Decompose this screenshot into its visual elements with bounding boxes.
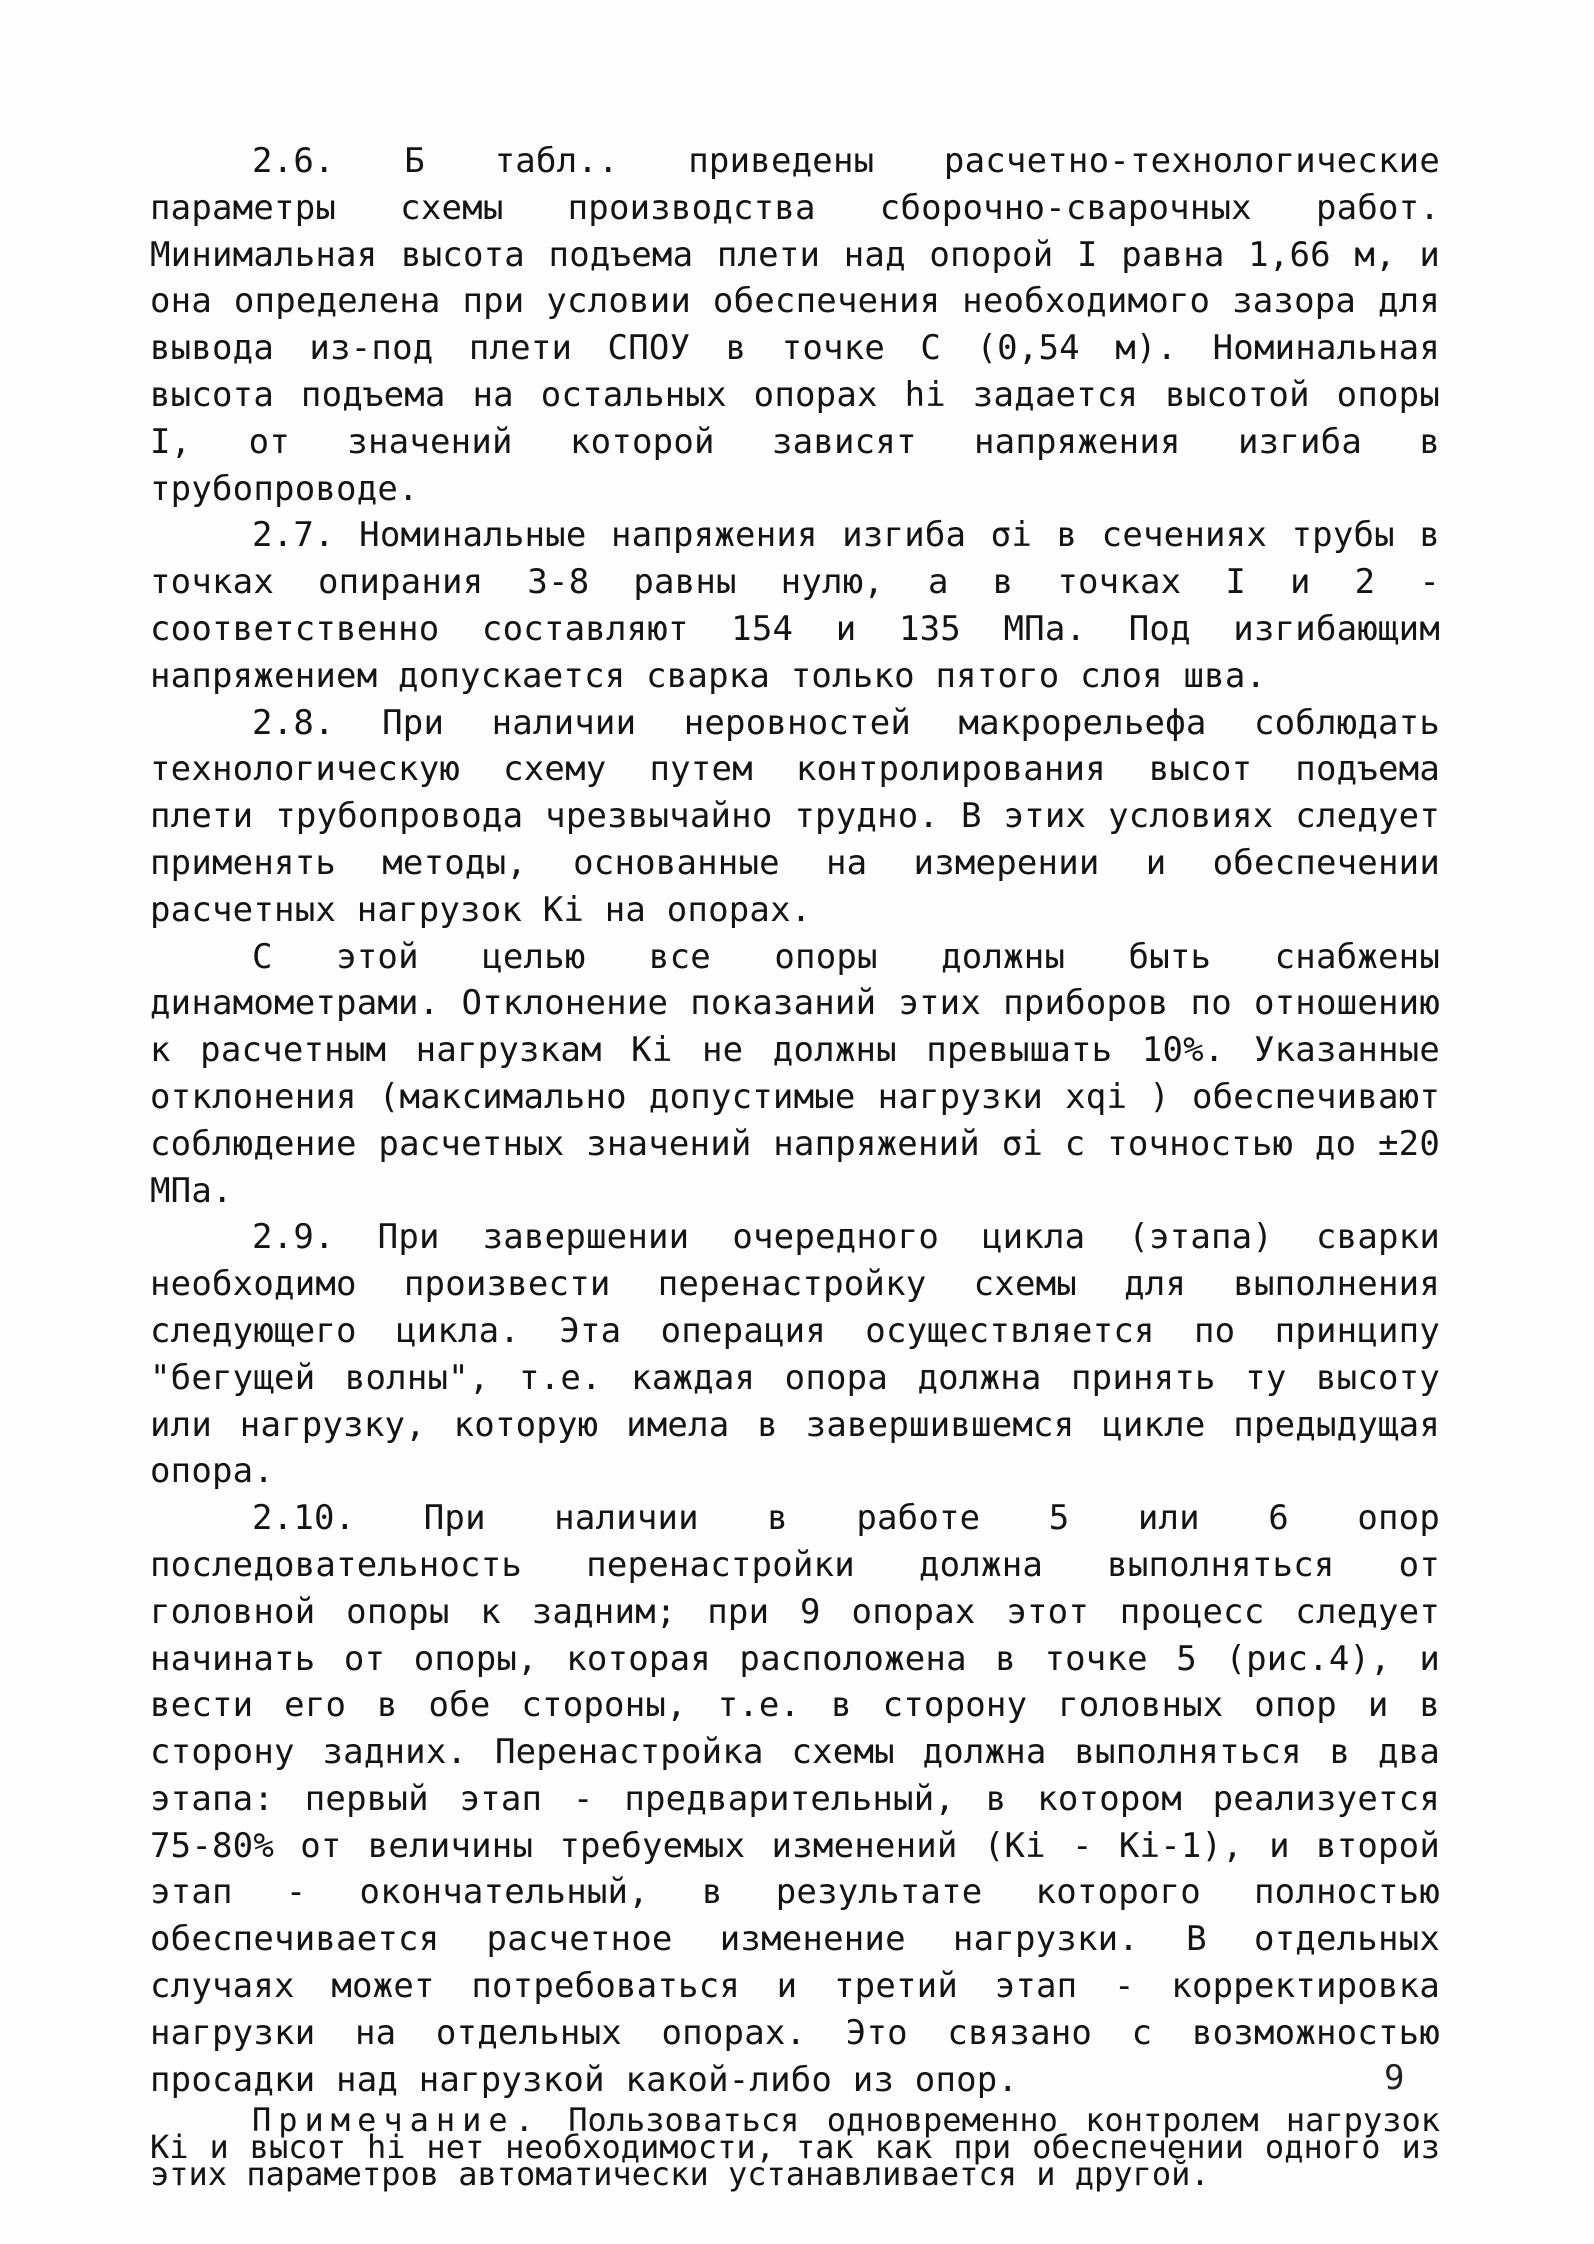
body-text [150,138,1440,2194]
paragraph-2-7: 2.7. Номинальные напряжения изгиба σi в сечениях трубы в точках опирания 3-8 равны нулю, а в точках I и 2 - соответственно составляют 154 и 135 МПа. Под изгибающим напряжением допускается сварка только пятого слоя шва. [150,515,1440,696]
paragraph-2-10: 2.10. При наличии в работе 5 или 6 опор последовательность перенастройки должна выполняться от головной опоры к задним; при 9 опорах этот процесс следует начинать от опоры, которая расположена в точке 5 (рис.4), и вести его в обе стороны, т.е. в сторону головных опор и в сторону задних. Перенастройка схемы должна выполняться в два этапа: первый этап - предварительный, в котором реализуется 75-80% от величины требуемых изменений (Ki - Ki-1), и второй этап - окончательный, в результате которого полностью обеспечивается расчетное изменение нагрузки. В отдельных случаях может потребоваться и третий этап - корректировка нагрузки на отдельных опорах. Это связано с возможностью просадки над нагрузкой какой-либо из опор. [150,1498,1440,2100]
paragraph-2-6: 2.6. Б табл.. приведены расчетно-технологические параметры схемы производства сборочно-сварочных работ. Минимальная высота подъема плети над опорой I равна 1,66 м, и она определена при условии обеспечения необходимого зазора для вывода из-под плети СПОУ в точке С (0,54 м). Номинальная высота подъема на остальных опорах hi задается высотой опоры I, от значений которой зависят напряжения изгиба в трубопроводе. [150,141,1440,509]
note-text: Пользоваться одновременно контролем нагрузок Ki и высот hi нет необходимости, так как при обеспечении одного из этих параметров автоматически устанавливается и другой. [150,2101,1440,2194]
paragraph-2-9: 2.9. При завершении очередного цикла (этапа) сварки необходимо произвести перенастройку схемы для выполнения следующего цикла. Эта операция осуществляется по принципу "бегущей волны", т.е. каждая опора должна принять ту высоту или нагрузку, которую имела в завершившемся цикле предыдущая опора. [150,1217,1440,1492]
paragraph-2-8-continued: С этой целью все опоры должны быть снабжены динамометрами. Отклонение показаний этих приборов по отношению к расчетным нагрузкам Ki не должны превышать 10%. Указанные отклонения (максимально допустимые нагрузки xqi ) обеспечивают соблюдение расчетных значений напряжений σi с точностью до ±20 МПа. [150,936,1440,1211]
page-number: 9 [1384,2058,1405,2098]
paragraph-2-8: 2.8. При наличии неровностей макрорельефа соблюдать технологическую схему путем контролирования высот подъема плети трубопровода чрезвычайно трудно. В этих условиях следует применять методы, основанные на измерении и обеспечении расчетных нагрузок Ki на опорах. [150,702,1440,930]
note-paragraph [150,2101,1440,2194]
note-label: Примечание. [252,2101,541,2140]
